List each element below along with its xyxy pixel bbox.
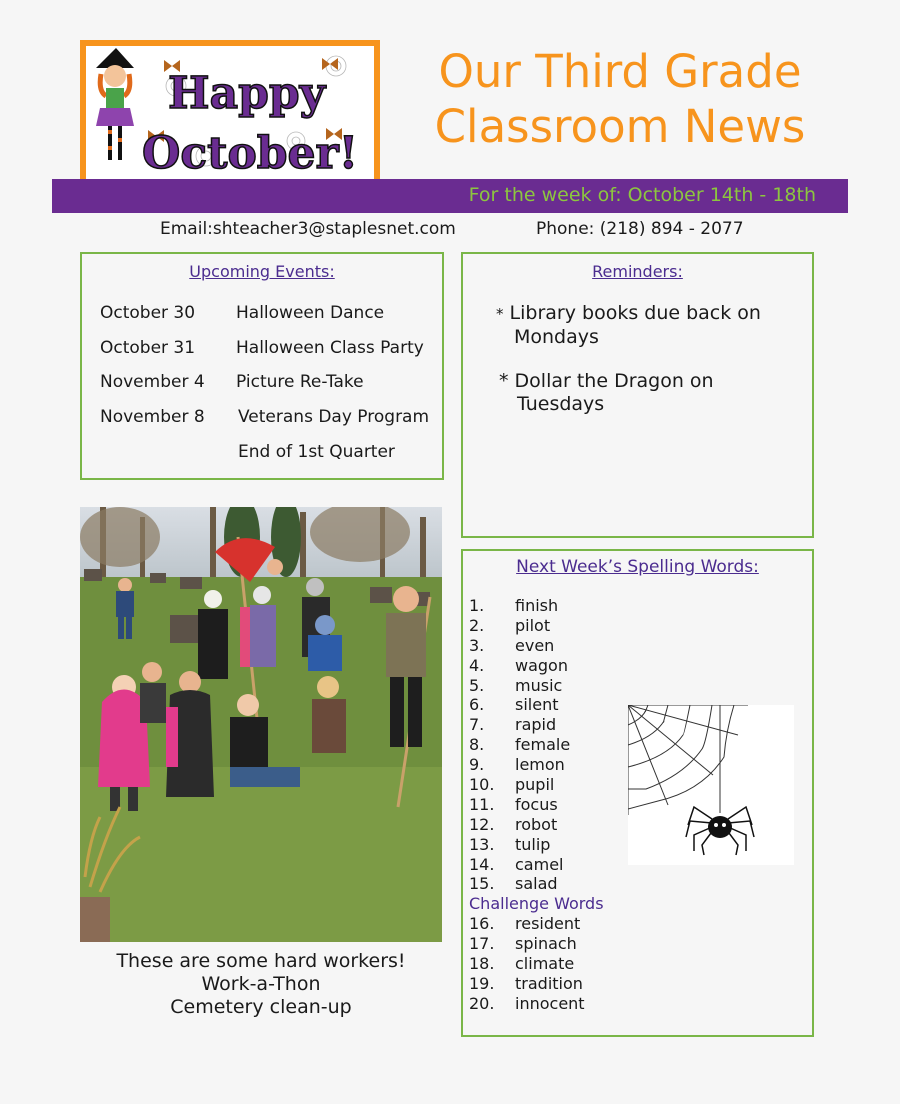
word: pupil (515, 775, 555, 795)
spelling-word-row (469, 775, 604, 795)
word: lemon (515, 755, 565, 775)
newsletter-title (410, 44, 830, 154)
event-name: Veterans Day Program (238, 407, 430, 427)
word: music (515, 675, 563, 695)
week-text: For the week of: October 14th - 18th (468, 184, 816, 206)
reminder-item (496, 302, 761, 349)
reminder-bullet: * (499, 370, 509, 392)
word-number: 19. (469, 973, 495, 993)
challenge-word-row (469, 934, 604, 954)
word-number: 6. (469, 695, 485, 715)
spelling-word-row (469, 815, 604, 835)
challenge-word-row (469, 954, 604, 974)
word-number: 10. (469, 775, 495, 795)
spelling-word-row (469, 715, 604, 735)
word: focus (515, 794, 558, 814)
spelling-word-row (469, 835, 604, 855)
word: robot (515, 814, 558, 834)
word-number: 7. (469, 715, 485, 735)
spelling-title: Next Week’s Spelling Words: (516, 557, 759, 577)
word: innocent (515, 993, 585, 1013)
upcoming-events-panel (80, 252, 444, 480)
reminder-line: Tuesdays (517, 393, 605, 415)
event-name: End of 1st Quarter (238, 442, 395, 462)
upcoming-events-title: Upcoming Events: (189, 262, 335, 281)
reminder-line: Library books due back on (509, 302, 761, 324)
word-number: 13. (469, 834, 495, 854)
word-number: 17. (469, 934, 495, 954)
spelling-word-row (469, 695, 604, 715)
word: rapid (515, 715, 557, 735)
spelling-word-row (469, 656, 604, 676)
word-number: 12. (469, 814, 495, 834)
class-photo (80, 507, 442, 942)
word: silent (515, 695, 559, 715)
word: female (515, 735, 571, 755)
word-number: 15. (469, 874, 495, 894)
word-number: 20. (469, 993, 495, 1013)
event-name: Picture Re-Take (236, 372, 364, 392)
title-line-1: Our Third Grade (438, 45, 802, 98)
event-date: October 30 (100, 303, 196, 323)
caption-line: Work-a-Thon (201, 973, 321, 995)
happy-october-banner (80, 40, 380, 186)
challenge-word-row (469, 974, 604, 994)
reminders-title: Reminders: (592, 262, 683, 281)
reminders-panel (461, 252, 814, 538)
spelling-word-row (469, 874, 604, 894)
photo-caption (80, 950, 442, 1019)
word-number: 18. (469, 954, 495, 974)
phone-contact: Phone: (218) 894 - 2077 (536, 219, 744, 239)
event-name: Halloween Class Party (236, 338, 424, 358)
word: climate (515, 954, 575, 974)
challenge-word-row (469, 994, 604, 1014)
event-date: November 4 (100, 372, 205, 392)
challenge-word-row (469, 914, 604, 934)
word: wagon (515, 655, 568, 675)
reminder-bullet: * (496, 305, 504, 323)
challenge-words-heading: Challenge Words (469, 894, 604, 914)
spelling-word-row (469, 735, 604, 755)
word-number: 1. (469, 596, 485, 615)
word: camel (515, 854, 564, 874)
banner-text-happy: Happy (168, 68, 326, 119)
word: spinach (515, 934, 577, 954)
email-contact: Email:shteacher3@staplesnet.com (160, 219, 456, 239)
word-number: 2. (469, 615, 485, 635)
banner-text-october: October! (142, 128, 359, 179)
word-number: 4. (469, 655, 485, 675)
word: finish (515, 596, 559, 615)
week-banner (52, 179, 848, 213)
word: even (515, 635, 555, 655)
word: resident (515, 914, 581, 934)
word-number: 8. (469, 735, 485, 755)
word-number: 5. (469, 675, 485, 695)
spelling-word-row (469, 755, 604, 775)
event-date: October 31 (100, 338, 196, 358)
spider-web-icon (628, 705, 794, 865)
word-number: 14. (469, 854, 495, 874)
event-date: November 8 (100, 407, 205, 427)
caption-line: Cemetery clean-up (170, 996, 352, 1018)
spelling-word-row (469, 855, 604, 875)
reminder-item (499, 370, 714, 416)
word: tulip (515, 834, 551, 854)
word-number: 9. (469, 755, 485, 775)
word: tradition (515, 973, 583, 993)
event-name: Halloween Dance (236, 303, 385, 323)
word-number: 3. (469, 635, 485, 655)
spelling-word-row (469, 616, 604, 636)
word: pilot (515, 615, 551, 635)
caption-line: These are some hard workers! (116, 950, 406, 972)
word-number: 16. (469, 914, 495, 934)
spelling-word-row (469, 795, 604, 815)
word: salad (515, 874, 558, 894)
word-number: 11. (469, 794, 495, 814)
title-line-2: Classroom News (434, 100, 806, 153)
spelling-word-row (469, 636, 604, 656)
spelling-list (469, 596, 604, 1014)
spelling-word-row (469, 596, 604, 616)
spelling-word-row (469, 676, 604, 696)
reminder-line: Mondays (514, 326, 599, 348)
reminder-line: Dollar the Dragon on (514, 370, 714, 392)
